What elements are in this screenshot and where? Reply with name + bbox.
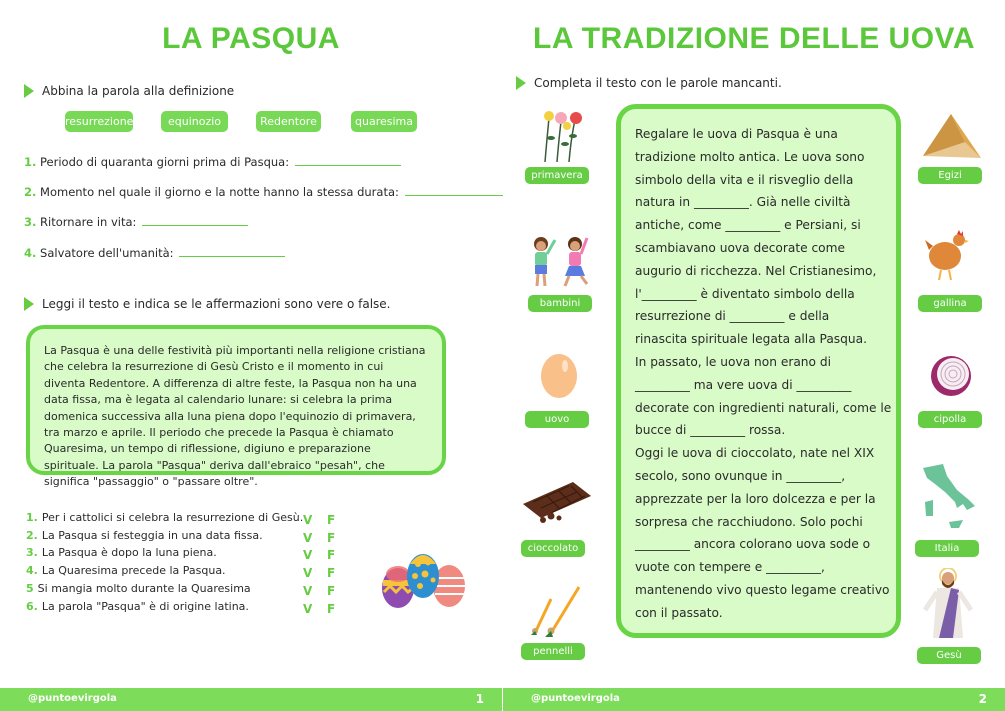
- statement-text: La parola "Pasqua" è di origine latina.: [41, 599, 249, 613]
- exercise-instruction: Completa il testo con le parole mancanti.: [516, 76, 782, 90]
- statement-text: La Pasqua si festeggia in una data fissa.: [41, 528, 263, 542]
- word-chip-quaresima[interactable]: quaresima: [351, 111, 417, 132]
- children-icon: [527, 232, 595, 288]
- jesus-icon: [921, 568, 975, 640]
- chocolate-icon: [519, 478, 593, 524]
- passage-line: simbolo della vita e il risveglio della: [635, 172, 854, 187]
- passage-line: Regalare le uova di Pasqua è una: [635, 127, 838, 141]
- reading-passage: La Pasqua è una delle festività più importanti nella religione cristiana che celebra la resurrezione di Gesù Cristo e il momento in cui diventa Redentore. A differenza di altre feste, la Pasqua non ha una data fissa, ma è legata al calendario lunare: si celebra la prima domenica successiva alla luna piena dopo l'equinozio di primavera, tra marzo e aprile. Il periodo che precede la Pasqua è chiamato Quaresima, un tempo di riflessione, digiuno e preparazione spirituale. La parola "Pasqua" deriva dall'ebraico "pesah", che significa "passaggio" o "passare oltre".: [26, 325, 446, 475]
- statement-number: 2.: [26, 528, 38, 542]
- passage-line: natura in _________. Già nelle civiltà: [635, 195, 851, 210]
- passage-line: mantenendo vivo questo legame creativo: [635, 582, 890, 597]
- flowers-icon: [535, 108, 585, 162]
- true-false-statement: [26, 511, 303, 524]
- italy-map-icon: [917, 462, 979, 532]
- word-label-gallina[interactable]: gallina: [918, 295, 982, 312]
- false-option[interactable]: F: [327, 601, 336, 616]
- paintbrush-icon: [525, 585, 585, 637]
- statement-text: La Pasqua è dopo la luna piena.: [41, 546, 217, 560]
- page-footer: [0, 688, 502, 711]
- page-footer: [503, 688, 1005, 711]
- word-label-gesu[interactable]: Gesù: [917, 647, 981, 664]
- passage-line: sorpresa che racchiudono. Solo pochi: [635, 514, 863, 529]
- triangle-bullet-icon: [24, 297, 34, 311]
- answer-blank[interactable]: [142, 224, 248, 226]
- true-option[interactable]: V: [303, 601, 313, 616]
- answer-blank[interactable]: [179, 255, 285, 257]
- true-false-statement: [26, 582, 251, 595]
- true-false-statement: [26, 529, 263, 542]
- word-label-cipolla[interactable]: cipolla: [918, 411, 982, 428]
- statement-text: La Quaresima precede la Pasqua.: [41, 564, 226, 578]
- passage-line: decorate con ingredienti naturali, come le: [635, 400, 892, 415]
- passage-line: bucce di _________ rossa.: [635, 423, 786, 438]
- word-label-primavera[interactable]: primavera: [525, 167, 589, 184]
- worksheet-page-2: [503, 0, 1005, 711]
- passage-line: _________ ancora colorano uova sode o: [635, 537, 871, 552]
- answer-blank[interactable]: [405, 194, 511, 196]
- true-false-statement: [26, 546, 217, 559]
- definition-question: 1. Periodo di quaranta giorni prima di Pasqua:: [24, 155, 401, 169]
- false-option[interactable]: F: [327, 583, 336, 598]
- statement-number: 3.: [26, 546, 38, 560]
- egg-icon: [539, 350, 579, 400]
- passage-line: con il passato.: [635, 605, 723, 620]
- definition-question: 2. Momento nel quale il giorno e la notte hanno la stessa durata:: [24, 185, 511, 199]
- exercise-2-instruction: Leggi il testo e indica se le affermazioni sono vere o false.: [24, 297, 390, 311]
- false-option[interactable]: F: [327, 548, 336, 563]
- true-option[interactable]: V: [303, 548, 313, 563]
- word-label-italia[interactable]: Italia: [915, 540, 979, 557]
- passage-line: vuote con tempere e _________,: [635, 560, 825, 575]
- passage-line: _________ ma vere uova di _________: [635, 377, 852, 392]
- definition-question: 3. Ritornare in vita:: [24, 215, 248, 229]
- pyramid-icon: [921, 112, 983, 160]
- passage-line: Oggi le uova di cioccolato, nate nel XIX: [635, 446, 875, 461]
- passage-line: rinascita spirituale legata alla Pasqua.: [635, 332, 867, 347]
- true-false-statement: [26, 600, 249, 613]
- triangle-bullet-icon: [24, 84, 34, 98]
- passage-line: augurio di ricchezza. Nel Cristianesimo,: [635, 263, 877, 278]
- exercise-1-instruction: Abbina la parola alla definizione: [24, 84, 234, 98]
- false-option[interactable]: F: [327, 530, 336, 545]
- definition-question: 4. Salvatore dell'umanità:: [24, 246, 285, 260]
- answer-blank[interactable]: [295, 164, 401, 166]
- page-title: LA TRADIZIONE DELLE UOVA: [533, 22, 975, 55]
- true-option[interactable]: V: [303, 583, 313, 598]
- word-label-pennelli[interactable]: pennelli: [521, 643, 585, 660]
- passage-line: apprezzate per la loro dolcezza e per la: [635, 491, 876, 506]
- easter-eggs-icon: [380, 550, 470, 610]
- passage-line: In passato, le uova non erano di: [635, 354, 831, 369]
- word-label-egizi[interactable]: Egizi: [918, 167, 982, 184]
- false-option[interactable]: F: [327, 566, 336, 581]
- true-false-statement: [26, 564, 226, 577]
- word-label-bambini[interactable]: bambini: [528, 295, 592, 312]
- word-label-uovo[interactable]: uovo: [525, 411, 589, 428]
- passage-line: scambiavano uova decorate come: [635, 240, 846, 255]
- page-title: LA PASQUA: [162, 22, 340, 55]
- passage-line: tradizione molto antica. Le uova sono: [635, 149, 865, 164]
- word-chip-equinozio[interactable]: equinozio: [161, 111, 228, 132]
- false-option[interactable]: F: [327, 513, 336, 527]
- passage-line: secolo, sono ovunque in _________,: [635, 468, 846, 483]
- statement-number: 6.: [26, 599, 38, 613]
- passage-line: antiche, come _________ e Persiani, si: [635, 218, 861, 233]
- word-chip-resurrezione[interactable]: resurrezione: [65, 111, 133, 132]
- page-number: 2: [978, 692, 987, 706]
- true-option[interactable]: V: [303, 566, 313, 581]
- statement-number: 1.: [26, 511, 38, 524]
- worksheet-page-1: [0, 0, 502, 711]
- onion-icon: [927, 350, 975, 398]
- statement-text: Si mangia molto durante la Quaresima: [37, 581, 251, 595]
- statement-number: 5: [26, 581, 34, 595]
- passage-line: resurrezione di _________ e della: [635, 309, 830, 324]
- hen-icon: [923, 226, 973, 282]
- triangle-bullet-icon: [516, 76, 526, 90]
- statement-number: 4.: [26, 564, 38, 578]
- true-option[interactable]: V: [303, 530, 313, 545]
- word-chip-redentore[interactable]: Redentore: [256, 111, 321, 132]
- word-label-cioccolato[interactable]: cioccolato: [521, 540, 585, 557]
- true-option[interactable]: V: [303, 513, 313, 527]
- footer-handle: @puntoevirgola: [28, 693, 117, 704]
- passage-line: l'_________ è diventato simbolo della: [635, 286, 855, 301]
- cloze-passage: [616, 104, 901, 638]
- statement-text: Per i cattolici si celebra la resurrezione di Gesù.: [41, 511, 304, 524]
- footer-handle: @puntoevirgola: [531, 693, 620, 704]
- page-number: 1: [475, 692, 484, 706]
